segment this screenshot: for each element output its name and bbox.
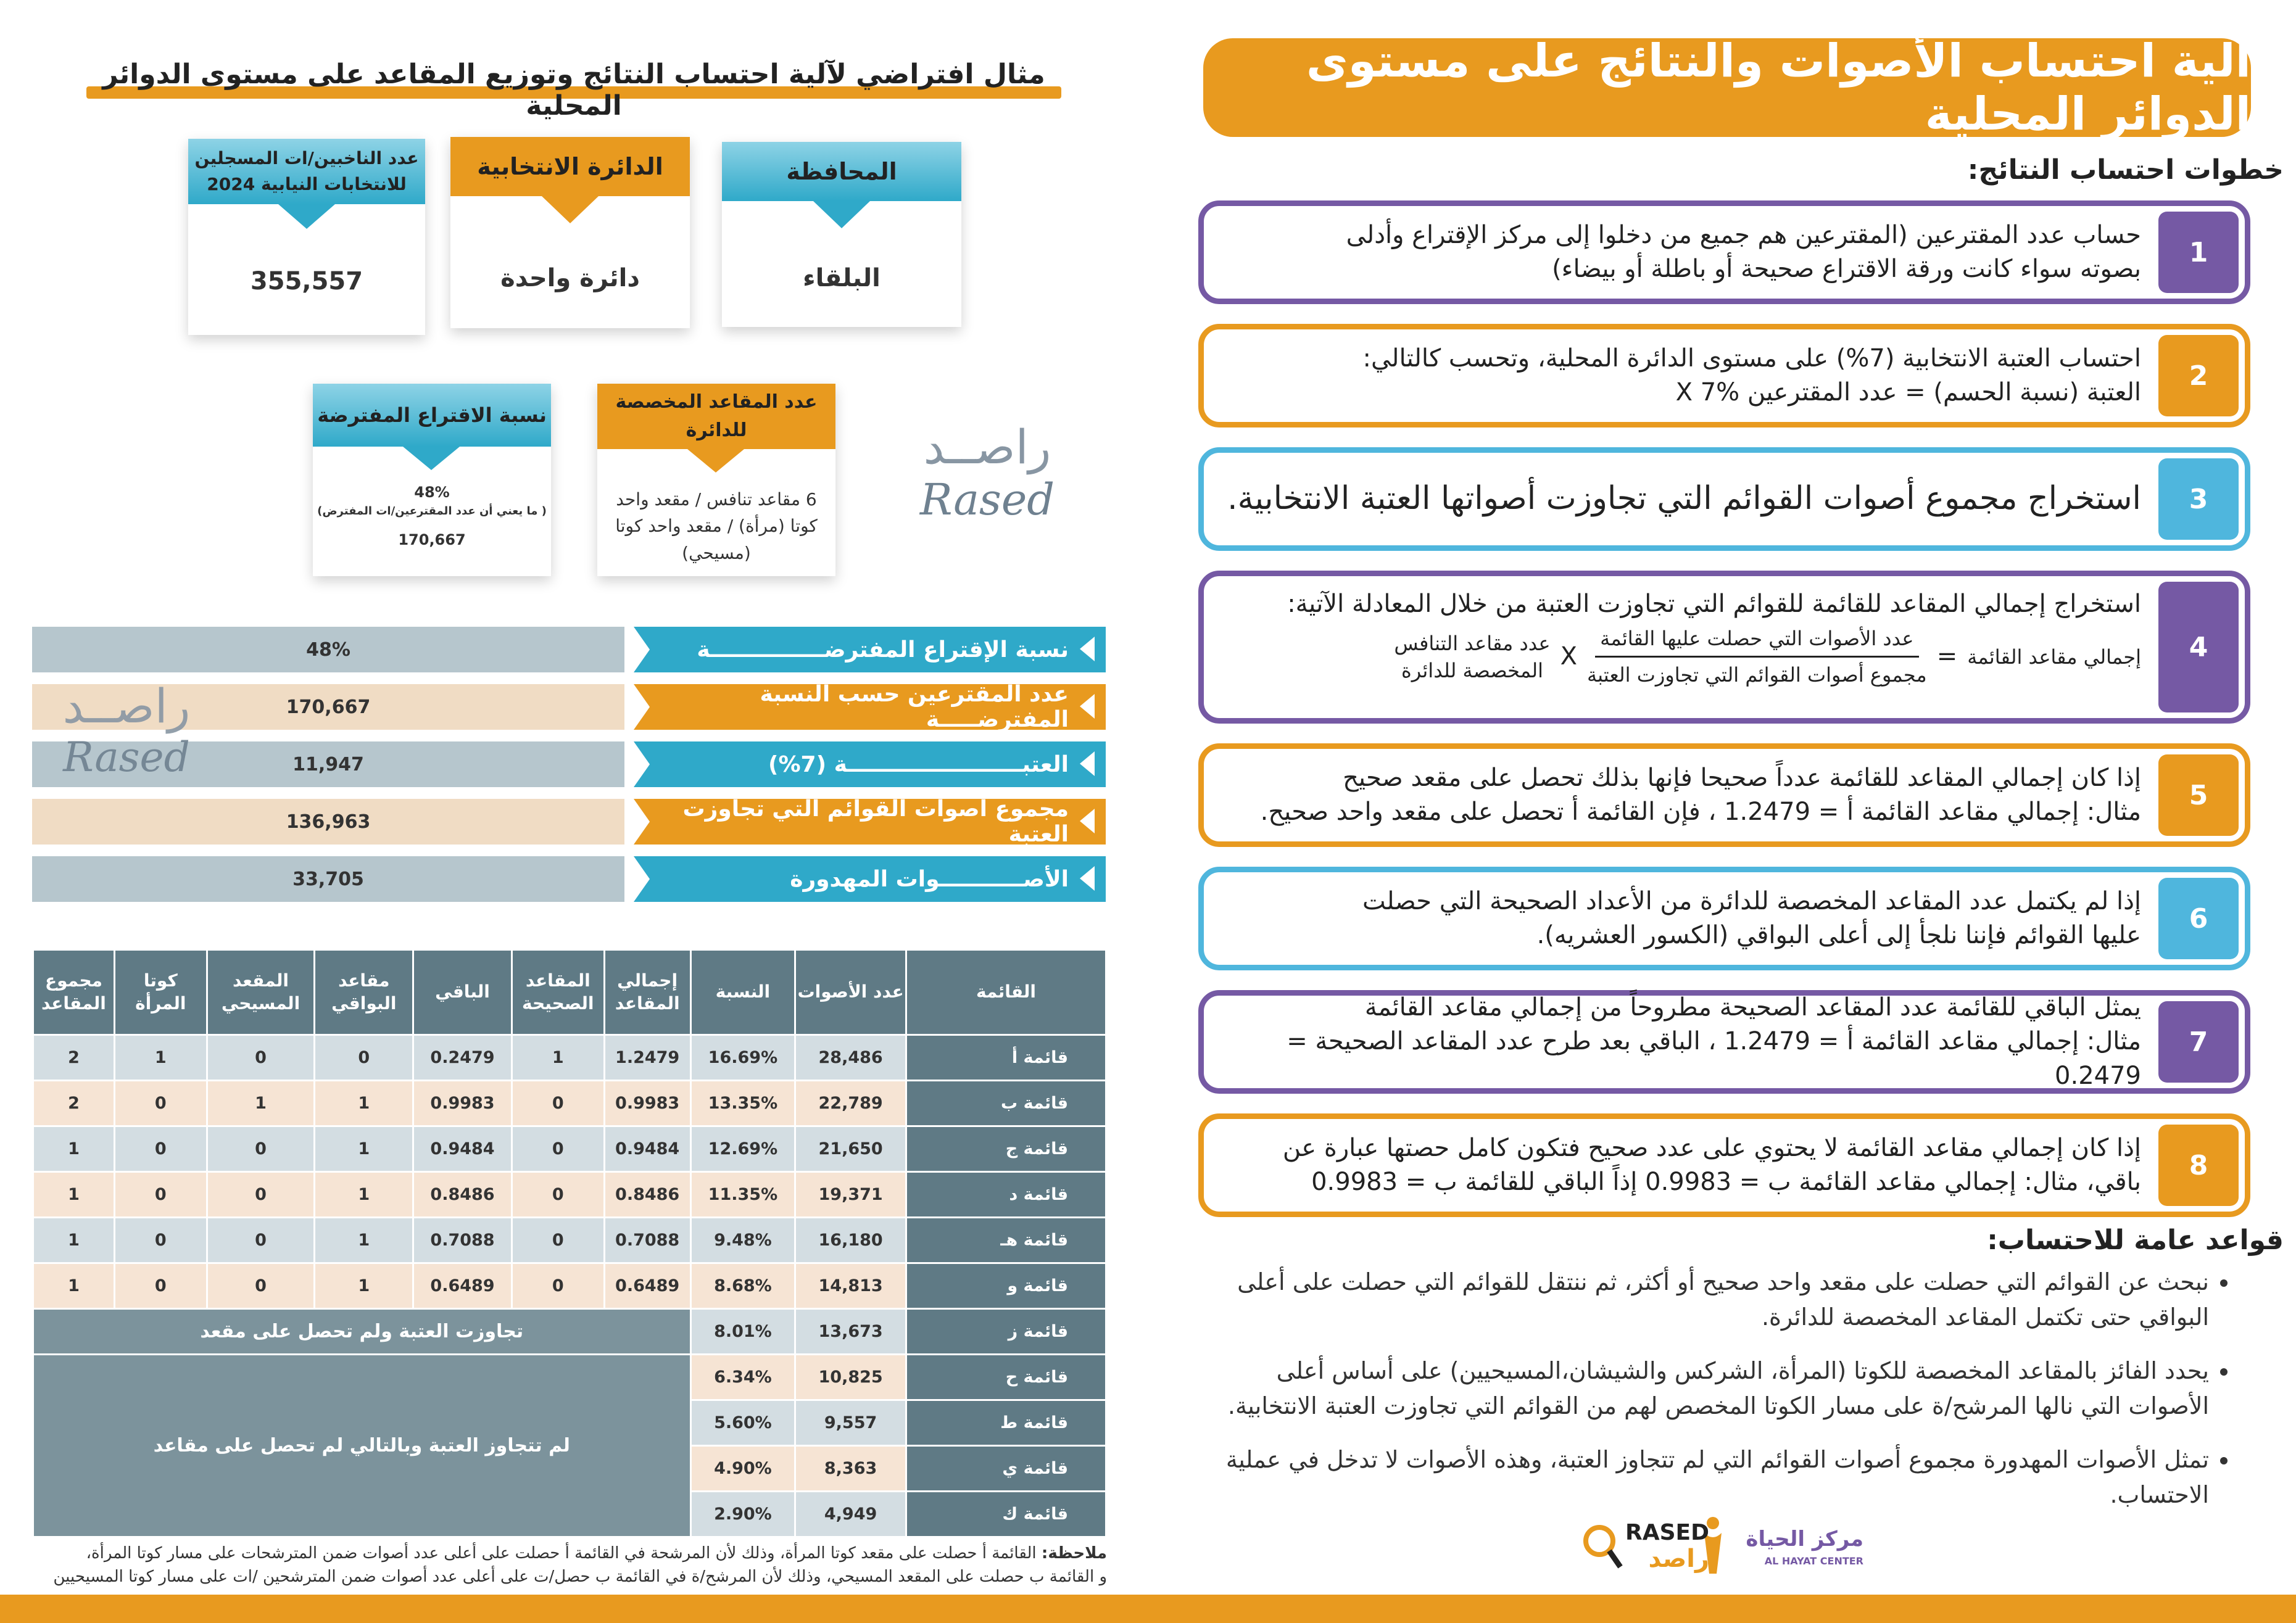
table-cell: 0.6489 [413, 1263, 512, 1309]
step-text [1222, 872, 2141, 965]
list-name-cell: قائمة ب [906, 1081, 1106, 1126]
footnote [32, 1542, 1107, 1588]
table-cell: 0 [114, 1172, 207, 1218]
table-cell: 0 [114, 1218, 207, 1263]
formula-rhs [1394, 630, 1550, 684]
list-name-cell: قائمة ي [906, 1446, 1106, 1492]
list-name-cell: قائمة و [906, 1263, 1106, 1309]
step-box-5 [1198, 743, 2250, 847]
hayat-logo [1734, 1514, 1863, 1576]
arrow-left-icon [1080, 751, 1095, 776]
table-cell: 0.9983 [413, 1081, 512, 1126]
table-cell: 2 [33, 1035, 115, 1081]
table-cell: 0.8486 [604, 1172, 690, 1218]
table-cell: 0 [207, 1263, 315, 1309]
table-cell: 0.6489 [604, 1263, 690, 1309]
formula-numerator: عدد الأصوات التي حصلت عليها القائمة [1595, 625, 1918, 658]
right-panel [1191, 0, 2296, 1623]
footnote-label: ملاحظة: [1041, 1544, 1107, 1563]
governorate-label: المحافظة [722, 142, 961, 201]
table-header-cell: الباقي [413, 950, 512, 1035]
summary-value: 136,963 [32, 799, 624, 845]
card-pointer [278, 204, 335, 229]
rased-logo-ar: راصد [1648, 1545, 1709, 1573]
turnout-value-line: 170,667 [398, 531, 466, 548]
table-cell: 1 [512, 1035, 604, 1081]
table-cell: 0 [512, 1263, 604, 1309]
summary-value: 11,947 [32, 741, 624, 787]
summary-label-text: عدد المقترعين حسب النسبة المفترضـــــة [760, 682, 1069, 732]
table-cell: 4.90% [690, 1446, 795, 1492]
table-cell: 2 [33, 1081, 115, 1126]
voters-label [188, 139, 425, 204]
table-cell: 1.2479 [604, 1035, 690, 1081]
table-header-row [33, 950, 1106, 1035]
table-cell: 16.69% [690, 1035, 795, 1081]
table-row [33, 1126, 1106, 1172]
table-header-cell: إجمالي المقاعد [604, 950, 690, 1035]
arrow-left-icon [1080, 694, 1095, 719]
threshold-note: تجاوزت العتبة ولم تحصل على مقعد [33, 1309, 691, 1355]
table-row [33, 1263, 1106, 1309]
table-cell: 1 [315, 1172, 413, 1218]
table-cell: 0 [207, 1218, 315, 1263]
footnote-line: و القائمة ب حصلت على المقعد المسيحي، وذلك لأن المرشح/ة في القائمة ب حصل/ت على أعلى عدد أصوات ضمن المترشحين /ات على مسار كوتا المسيحيين [53, 1567, 1107, 1586]
list-name-cell: قائمة ز [906, 1309, 1106, 1355]
step-text [1222, 206, 2141, 299]
summary-value: 170,667 [32, 684, 624, 730]
formula-fraction [1587, 625, 1927, 688]
step-text-line: مثال: إجمالي مقاعد القائمة أ = 1.2479 ، الباقي بعد طرح عدد المقاعد الصحيحة = 0.2479 [1287, 1027, 2141, 1090]
step-text-line: استخراج إجمالي المقاعد للقائمة للقوائم التي تجاوزت العتبة من خلال المعادلة الآتية: [1287, 590, 2141, 618]
step-text-line: حساب عدد المقترعين (المقترعين هم جميع من دخلوا إلى مركز الإقتراع وأدلى [1346, 220, 2141, 249]
table-cell: 1 [315, 1081, 413, 1126]
step-text [1222, 749, 2141, 841]
table-cell: 0.9484 [413, 1126, 512, 1172]
table-cell: 22,789 [795, 1081, 906, 1126]
table-cell: 1 [33, 1218, 115, 1263]
step-number-badge: 5 [2158, 754, 2239, 836]
summary-row [32, 856, 1106, 902]
step-number-badge: 8 [2158, 1125, 2239, 1206]
table-header-cell: مجموع المقاعد [33, 950, 115, 1035]
table-cell: 8,363 [795, 1446, 906, 1492]
step-text-line: يمثل الباقي للقائمة عدد المقاعد الصحيحة مطروحاً من إجمالي مقاعد القائمة [1364, 993, 2141, 1022]
table-cell: 0 [207, 1126, 315, 1172]
table-header-cell: كوتا المرأة [114, 950, 207, 1035]
step-number-badge: 6 [2158, 878, 2239, 959]
rule-item: • يحدد الفائز بالمقاعد المخصصة للكوتا (المرأة، الشركس والشيشان،المسيحيين) على أساس أعلى الأصوات التي نالها المرشح/ة على مسار الكوتا المخصص لهم من القوائم التي تجاوزت العتبة الانتخابية. [1198, 1353, 2209, 1424]
table-cell: 8.68% [690, 1263, 795, 1309]
table-cell: 0.8486 [413, 1172, 512, 1218]
summary-value: 33,705 [32, 856, 624, 902]
step-box-4 [1198, 571, 2250, 724]
seats-value-line: (مسيحي) [682, 542, 751, 563]
summary-label-text: الأصـــــــــــوات المهدورة [790, 866, 1069, 892]
table-cell: 21,650 [795, 1126, 906, 1172]
table-cell: 2.90% [690, 1492, 795, 1537]
table-cell: 0.9484 [604, 1126, 690, 1172]
step-box-8 [1198, 1113, 2250, 1217]
formula-times: X [1560, 642, 1577, 671]
voters-label-line: للانتخابات النيابية 2024 [207, 174, 407, 194]
table-cell: 6.34% [690, 1355, 795, 1400]
turnout-value-line: ( ما يعني أن عدد المقترعين/ات المفترض) [317, 504, 547, 518]
summary-label [634, 627, 1106, 672]
seat-formula [1222, 625, 2141, 688]
table-cell: 0 [114, 1263, 207, 1309]
seats-label-line: للدائرة [686, 419, 747, 441]
summary-label [634, 741, 1106, 787]
table-cell: 16,180 [795, 1218, 906, 1263]
card-pointer [542, 196, 599, 223]
table-cell: 1 [207, 1081, 315, 1126]
table-cell: 0 [512, 1081, 604, 1126]
formula-rhs-line: المخصصة للدائرة [1401, 658, 1543, 682]
table-cell: 4,949 [795, 1492, 906, 1537]
rased-logo [1586, 1518, 1709, 1573]
rules-heading: قواعد عامة للاحتساب: [1987, 1224, 2284, 1256]
step-box-7 [1198, 990, 2250, 1094]
table-body [33, 1035, 1106, 1537]
example-title: مثال افتراضي لآلية احتساب النتائج وتوزيع المقاعد على مستوى الدوائر المحلية [102, 59, 1045, 122]
table-row [33, 1309, 1106, 1355]
table-row [33, 1081, 1106, 1126]
table-cell: 1 [114, 1035, 207, 1081]
table-cell: 5.60% [690, 1400, 795, 1446]
watermark-ar: راصــد [923, 419, 1051, 474]
table-cell: 0.7088 [604, 1218, 690, 1263]
summary-label-text: مجموع أصوات القوائم التي تجاوزت العتبة [682, 796, 1069, 847]
table-cell: 11.35% [690, 1172, 795, 1218]
table-header-cell: عدد الأصوات [795, 950, 906, 1035]
list-name-cell: قائمة ط [906, 1400, 1106, 1446]
table-cell: 13,673 [795, 1309, 906, 1355]
rules-list [1198, 1265, 2234, 1531]
step-text-line: بصوته سواء كانت ورقة الاقتراع صحيحة أو باطلة أو بيضاء) [1552, 255, 2141, 283]
table-cell: 9,557 [795, 1400, 906, 1446]
watermark-ar: راصــد [62, 679, 191, 733]
arrow-left-icon [1080, 866, 1095, 891]
table-cell: 0 [315, 1035, 413, 1081]
summary-label-text: العتبـــــــــــــــــــــــة (7%) [768, 751, 1069, 777]
step-text [1222, 993, 2141, 1090]
step-text-line: العتبة (نسبة الحسم) = عدد المقترعين X 7% [1675, 378, 2141, 407]
watermark-en: Rased [63, 733, 190, 781]
step-number-badge: 4 [2158, 582, 2239, 712]
governorate-value: البلقاء [803, 264, 881, 292]
bottom-bar [0, 1595, 2296, 1623]
step-text-line: إذا لم يكتمل عدد المقاعد المخصصة للدائرة من الأعداد الصحيحة التي حصلت [1362, 886, 2141, 915]
step-text-line: مثال: إجمالي مقاعد القائمة أ = 1.2479 ، فإن القائمة أ تحصل على مقعد واحد صحيح. [1260, 798, 2141, 826]
turnout-label: نسبة الاقتراع المفترضة [313, 384, 551, 447]
step-box-3 [1198, 447, 2250, 551]
step-text-line: استخراج مجموع أصوات القوائم التي تجاوزت أصواتها العتبة الانتخابية. [1227, 480, 2141, 518]
table-row [33, 1355, 1106, 1400]
list-name-cell: قائمة ح [906, 1355, 1106, 1400]
list-name-cell: قائمة هـ [906, 1218, 1106, 1263]
step-number-badge: 7 [2158, 1001, 2239, 1083]
table-header-cell: المقعد المسيحي [207, 950, 315, 1035]
seats-value-line: 6 مقاعد تنافس / مقعد واحد [616, 489, 817, 510]
table-cell: 12.69% [690, 1126, 795, 1172]
seats-label-line: عدد المقاعد المخصصة [615, 390, 818, 413]
table-cell: 1 [315, 1263, 413, 1309]
list-name-cell: قائمة د [906, 1172, 1106, 1218]
hayat-logo-text: مركز الحياة [1746, 1527, 1863, 1551]
step-text-line: عليها القوائم فإننا نلجأ إلى أعلى البواقي (الكسور العشريه). [1536, 921, 2141, 949]
table-cell: 1 [315, 1126, 413, 1172]
formula-rhs-line: عدد مقاعد التنافس [1394, 631, 1551, 655]
table-cell: 9.48% [690, 1218, 795, 1263]
step-number-badge: 2 [2158, 335, 2239, 416]
table-cell: 1 [33, 1263, 115, 1309]
table-cell: 1 [315, 1218, 413, 1263]
table-header-cell: النسبة [690, 950, 795, 1035]
seats-value [597, 486, 835, 566]
table-cell: 0 [114, 1081, 207, 1126]
footnote-line: القائمة أ حصلت على مقعد كوتا المرأة، وذلك لأن المرشحة في القائمة أ حصلت على أعلى عدد أصوات ضمن المترشحات على مسار كوتا المرأة، [86, 1544, 1037, 1563]
rule-item: • تمثل الأصوات المهدورة مجموع أصوات القوائم التي لم تتجاوز العتبة، وهذه الأصوات لا تدخل في عملية الاحتساب. [1198, 1442, 2209, 1513]
table-cell: 1 [33, 1126, 115, 1172]
summary-row [32, 627, 1106, 672]
formula-equals: = [1936, 642, 1958, 671]
table-cell: 0 [114, 1126, 207, 1172]
step-text-line: إذا كان إجمالي المقاعد للقائمة عدداً صحيحا فإنها بذلك تحصل على مقعد صحيح [1343, 763, 2141, 792]
magnifier-icon [1580, 1521, 1623, 1571]
list-name-cell: قائمة ك [906, 1492, 1106, 1537]
arrow-left-icon [1080, 637, 1095, 661]
table-cell: 8.01% [690, 1309, 795, 1355]
step-text [1222, 453, 2141, 545]
table-row [33, 1035, 1106, 1081]
district-value: دائرة واحدة [500, 264, 640, 292]
summary-label [634, 856, 1106, 902]
card-pointer [813, 201, 870, 228]
rased-watermark [907, 419, 1067, 525]
district-card [450, 137, 690, 328]
card-pointer [687, 449, 744, 473]
table-header-cell: المقاعد الصحيحة [512, 950, 604, 1035]
table-cell: 13.35% [690, 1081, 795, 1126]
below-threshold-note: لم تتجاوز العتبة وبالتالي لم تحصل على مقاعد [33, 1355, 691, 1537]
table-row [33, 1172, 1106, 1218]
step-text-line: إذا كان إجمالي مقاعد القائمة لا يحتوي على عدد صحيح فتكون كامل حصتها عبارة عن [1282, 1133, 2141, 1162]
turnout-value-line: 48% [414, 484, 450, 501]
table-header-cell: مقاعد البواقي [315, 950, 413, 1035]
district-label: الدائرة الانتخابية [450, 137, 690, 196]
registered-voters-card [188, 139, 425, 335]
step-text-line: احتساب العتبة الانتخابية (7%) على مستوى الدائرة المحلية، وتحسب كالتالي: [1362, 344, 2141, 373]
step-number-badge: 3 [2158, 458, 2239, 540]
turnout-value [313, 482, 551, 550]
step-text [1222, 1119, 2141, 1212]
page-title: آلية احتساب الأصوات والنتائج على مستوى الدوائر المحلية [1203, 38, 2251, 137]
table-cell: 10,825 [795, 1355, 906, 1400]
list-name-cell: قائمة ج [906, 1126, 1106, 1172]
summary-value: 48% [32, 627, 624, 672]
table-cell: 0 [207, 1035, 315, 1081]
step-number-badge: 1 [2158, 212, 2239, 293]
seats-value-line: كوتا (مرأة) / مقعد واحد كوتا [615, 516, 818, 537]
voters-value: 355,557 [250, 267, 363, 295]
list-name-cell: قائمة أ [906, 1035, 1106, 1081]
table-cell: 0.9983 [604, 1081, 690, 1126]
governorate-card [722, 142, 961, 327]
table-cell: 28,486 [795, 1035, 906, 1081]
card-pointer [403, 447, 460, 470]
step-text-line: باقي، مثال: إجمالي مقاعد القائمة ب = 0.9983 إذاً الباقي للقائمة ب = 0.9983 [1311, 1168, 2141, 1196]
turnout-card [313, 384, 551, 576]
seats-card [597, 384, 835, 576]
table-cell: 0 [512, 1126, 604, 1172]
summary-row [32, 796, 1106, 847]
table-cell: 0 [512, 1218, 604, 1263]
voters-label-line: عدد الناخبين/ات المسجلين [194, 148, 419, 168]
table-cell: 19,371 [795, 1172, 906, 1218]
rule-item: • نبحث عن القوائم التي حصلت على مقعد واحد صحيح أو أكثر، ثم ننتقل للقوائم التي حصلت على أعلى البواقي حتى تكتمل المقاعد المخصصة للدائرة. [1198, 1265, 2209, 1335]
step-box-1 [1198, 200, 2250, 304]
summary-label [634, 684, 1106, 730]
steps-heading: خطوات احتساب النتائج: [1967, 154, 2284, 186]
seats-label [597, 384, 835, 449]
formula-lhs: إجمالي مقاعد القائمة [1967, 645, 2141, 669]
table-header-cell: القائمة [906, 950, 1106, 1035]
hayat-logo-en: AL HAYAT CENTER [1764, 1555, 1863, 1567]
results-table [32, 949, 1107, 1538]
step-text [1222, 576, 2141, 718]
table-cell: 0 [207, 1172, 315, 1218]
table-cell: 0.7088 [413, 1218, 512, 1263]
step-text [1222, 329, 2141, 422]
rased-watermark [49, 679, 204, 781]
summary-label-text: نسبة الإقتراع المفترضـــــــــــــــة [697, 637, 1069, 663]
step-box-2 [1198, 324, 2250, 427]
step-box-6 [1198, 867, 2250, 970]
watermark-en: Rased [919, 474, 1055, 525]
arrow-left-icon [1080, 809, 1095, 833]
table-cell: 0 [512, 1172, 604, 1218]
table-row [33, 1218, 1106, 1263]
rased-logo-en: RASED [1625, 1520, 1709, 1545]
table-cell: 1 [33, 1172, 115, 1218]
formula-denominator: مجموع أصوات القوائم التي تجاوزت العتبة [1586, 663, 1927, 687]
summary-label [634, 796, 1106, 847]
table-cell: 14,813 [795, 1263, 906, 1309]
table-cell: 0.2479 [413, 1035, 512, 1081]
